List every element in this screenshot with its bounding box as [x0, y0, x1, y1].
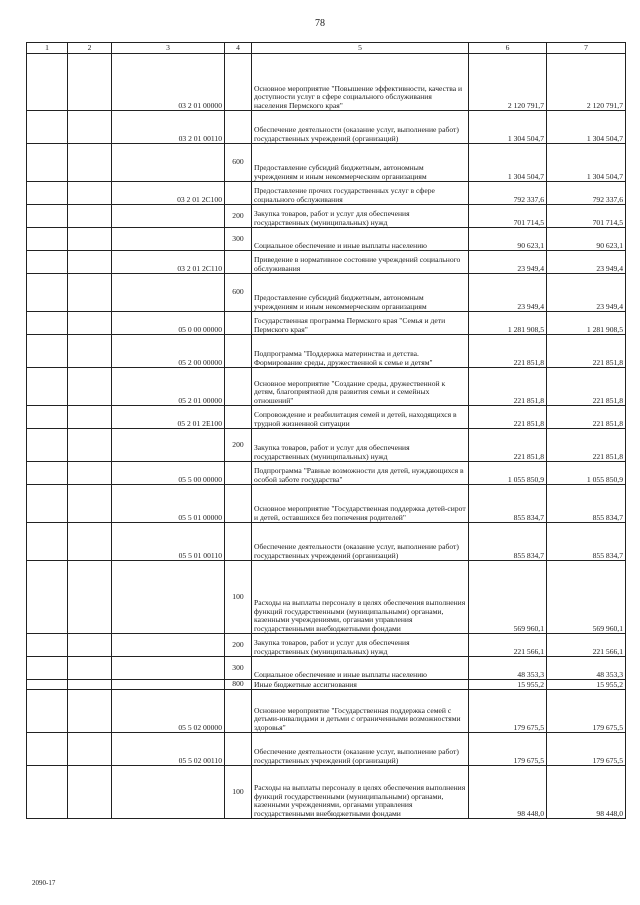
amount-2018-cell: 2 120 791,7	[547, 54, 626, 111]
column-header: 7	[547, 43, 626, 54]
expense-type-cell	[225, 485, 252, 523]
empty-cell	[27, 406, 68, 429]
amount-2018-cell: 48 353,3	[547, 657, 626, 680]
table-row	[27, 335, 626, 368]
name-cell: Закупка товаров, работ и услуг для обеспечения государственных (муниципальных) нужд	[252, 205, 469, 228]
table-row	[27, 111, 626, 144]
empty-cell	[27, 561, 68, 634]
amount-2018-cell: 23 949,4	[547, 251, 626, 274]
expense-type-cell	[225, 462, 252, 485]
empty-cell	[68, 634, 112, 657]
code-cell	[112, 657, 225, 680]
expense-type-cell: 300	[225, 228, 252, 251]
amount-2017-cell: 1 281 908,5	[469, 312, 547, 335]
expense-type-cell: 100	[225, 561, 252, 634]
empty-cell	[27, 251, 68, 274]
amount-2018-cell: 855 834,7	[547, 485, 626, 523]
amount-2017-cell: 48 353,3	[469, 657, 547, 680]
table-row	[27, 54, 626, 111]
table-row	[27, 274, 626, 312]
code-cell	[112, 680, 225, 690]
amount-2017-cell: 1 304 504,7	[469, 111, 547, 144]
table-row	[27, 657, 626, 680]
empty-cell	[68, 111, 112, 144]
empty-cell	[27, 690, 68, 733]
code-cell: 05 0 00 00000	[112, 312, 225, 335]
table-body	[27, 43, 626, 819]
table-row	[27, 368, 626, 406]
name-cell: Обеспечение деятельности (оказание услуг, выполнение работ) государственных учреждений (организаций)	[252, 111, 469, 144]
empty-cell	[27, 182, 68, 205]
amount-2018-cell: 90 623,1	[547, 228, 626, 251]
empty-cell	[68, 523, 112, 561]
empty-cell	[68, 274, 112, 312]
empty-cell	[27, 54, 68, 111]
code-cell	[112, 766, 225, 819]
expense-type-cell	[225, 523, 252, 561]
empty-cell	[27, 766, 68, 819]
amount-2018-cell: 1 304 504,7	[547, 111, 626, 144]
expense-type-cell	[225, 690, 252, 733]
empty-cell	[27, 144, 68, 182]
code-cell: 03 2 01 2С110	[112, 251, 225, 274]
amount-2018-cell: 221 851,8	[547, 368, 626, 406]
table-row	[27, 766, 626, 819]
empty-cell	[68, 429, 112, 462]
code-cell: 03 2 01 00110	[112, 111, 225, 144]
empty-cell	[68, 205, 112, 228]
table-row	[27, 251, 626, 274]
table-row	[27, 462, 626, 485]
amount-2018-cell: 179 675,5	[547, 690, 626, 733]
code-cell: 05 5 02 00000	[112, 690, 225, 733]
name-cell: Приведение в нормативное состояние учреждений социального обслуживания	[252, 251, 469, 274]
amount-2017-cell: 792 337,6	[469, 182, 547, 205]
amount-2017-cell: 2 120 791,7	[469, 54, 547, 111]
amount-2018-cell: 221 851,8	[547, 406, 626, 429]
amount-2017-cell: 855 834,7	[469, 523, 547, 561]
code-cell	[112, 561, 225, 634]
amount-2018-cell: 23 949,4	[547, 274, 626, 312]
table-row	[27, 680, 626, 690]
code-cell: 05 2 01 00000	[112, 368, 225, 406]
empty-cell	[27, 312, 68, 335]
name-cell: Расходы на выплаты персоналу в целях обеспечения выполнения функций государственными (муниципальными) органами, казенными учреждениями, органами управления государственными внебюджетными фондами	[252, 766, 469, 819]
expense-type-cell: 800	[225, 680, 252, 690]
amount-2018-cell: 1 304 504,7	[547, 144, 626, 182]
code-cell	[112, 274, 225, 312]
empty-cell	[68, 462, 112, 485]
amount-2017-cell: 23 949,4	[469, 251, 547, 274]
code-cell: 05 2 00 00000	[112, 335, 225, 368]
table-row	[27, 733, 626, 766]
empty-cell	[68, 680, 112, 690]
empty-cell	[27, 733, 68, 766]
name-cell: Предоставление прочих государственных услуг в сфере социального обслуживания	[252, 182, 469, 205]
name-cell: Основное мероприятие "Создание среды, дружественной к детям, благоприятной для развития семьи и семейных отношений"	[252, 368, 469, 406]
empty-cell	[27, 368, 68, 406]
amount-2018-cell: 1 055 850,9	[547, 462, 626, 485]
name-cell: Государственная программа Пермского края "Семья и дети Пермского края"	[252, 312, 469, 335]
column-header: 2	[68, 43, 112, 54]
name-cell: Основное мероприятие "Государственная поддержка семей с детьми-инвалидами и детьми с ограниченными возможностями здоровья"	[252, 690, 469, 733]
expense-type-cell: 600	[225, 144, 252, 182]
table-row	[27, 429, 626, 462]
name-cell: Сопровождение и реабилитация семей и детей, находящихся в трудной жизненной ситуации	[252, 406, 469, 429]
amount-2017-cell: 98 448,0	[469, 766, 547, 819]
amount-2018-cell: 179 675,5	[547, 733, 626, 766]
code-cell	[112, 634, 225, 657]
empty-cell	[68, 54, 112, 111]
amount-2017-cell: 569 960,1	[469, 561, 547, 634]
empty-cell	[68, 406, 112, 429]
amount-2017-cell: 1 304 504,7	[469, 144, 547, 182]
amount-2018-cell: 792 337,6	[547, 182, 626, 205]
amount-2018-cell: 569 960,1	[547, 561, 626, 634]
expense-type-cell	[225, 733, 252, 766]
code-cell: 03 2 01 2С100	[112, 182, 225, 205]
amount-2017-cell: 221 851,8	[469, 406, 547, 429]
expense-type-cell: 300	[225, 657, 252, 680]
code-cell	[112, 429, 225, 462]
name-cell: Предоставление субсидий бюджетным, автономным учреждениям и иным некоммерческим организациям	[252, 274, 469, 312]
name-cell: Основное мероприятие "Повышение эффективности, качества и доступности услуг в сфере социального обслуживания населения Пермского края"	[252, 54, 469, 111]
name-cell: Обеспечение деятельности (оказание услуг, выполнение работ) государственных учреждений (организаций)	[252, 523, 469, 561]
code-cell: 05 5 00 00000	[112, 462, 225, 485]
amount-2017-cell: 221 851,8	[469, 429, 547, 462]
empty-cell	[27, 429, 68, 462]
name-cell: Основное мероприятие "Государственная поддержка детей-сирот и детей, оставшихся без попечения родителей"	[252, 485, 469, 523]
empty-cell	[68, 561, 112, 634]
table-row	[27, 634, 626, 657]
code-cell: 03 2 01 00000	[112, 54, 225, 111]
empty-cell	[68, 251, 112, 274]
empty-cell	[27, 111, 68, 144]
empty-cell	[68, 335, 112, 368]
empty-cell	[68, 485, 112, 523]
expense-type-cell: 200	[225, 634, 252, 657]
empty-cell	[27, 274, 68, 312]
amount-2017-cell: 23 949,4	[469, 274, 547, 312]
expense-type-cell	[225, 54, 252, 111]
budget-table	[26, 42, 626, 819]
expense-type-cell	[225, 111, 252, 144]
amount-2018-cell: 98 448,0	[547, 766, 626, 819]
expense-type-cell	[225, 368, 252, 406]
amount-2018-cell: 1 281 908,5	[547, 312, 626, 335]
empty-cell	[68, 368, 112, 406]
expense-type-cell: 200	[225, 205, 252, 228]
code-cell	[112, 205, 225, 228]
amount-2017-cell: 701 714,5	[469, 205, 547, 228]
empty-cell	[27, 485, 68, 523]
name-cell: Закупка товаров, работ и услуг для обеспечения государственных (муниципальных) нужд	[252, 429, 469, 462]
column-header: 3	[112, 43, 225, 54]
table-row	[27, 406, 626, 429]
amount-2018-cell: 221 851,8	[547, 335, 626, 368]
amount-2018-cell: 221 566,1	[547, 634, 626, 657]
column-header: 6	[469, 43, 547, 54]
empty-cell	[68, 312, 112, 335]
amount-2017-cell: 90 623,1	[469, 228, 547, 251]
column-header: 5	[252, 43, 469, 54]
empty-cell	[68, 144, 112, 182]
name-cell: Подпрограмма "Равные возможности для детей, нуждающихся в особой заботе государства"	[252, 462, 469, 485]
amount-2018-cell: 855 834,7	[547, 523, 626, 561]
amount-2017-cell: 179 675,5	[469, 690, 547, 733]
expense-type-cell	[225, 335, 252, 368]
empty-cell	[68, 733, 112, 766]
page-number: 78	[315, 18, 325, 29]
code-cell	[112, 144, 225, 182]
table-row	[27, 205, 626, 228]
amount-2018-cell: 15 955,2	[547, 680, 626, 690]
amount-2017-cell: 221 566,1	[469, 634, 547, 657]
table-row	[27, 182, 626, 205]
name-cell: Подпрограмма "Поддержка материнства и детства. Формирование среды, дружественной к семье и детям"	[252, 335, 469, 368]
column-header: 4	[225, 43, 252, 54]
amount-2018-cell: 221 851,8	[547, 429, 626, 462]
column-header: 1	[27, 43, 68, 54]
empty-cell	[27, 335, 68, 368]
empty-cell	[27, 205, 68, 228]
name-cell: Социальное обеспечение и иные выплаты населению	[252, 228, 469, 251]
name-cell: Расходы на выплаты персоналу в целях обеспечения выполнения функций государственными (муниципальными) органами, казенными учреждениями, органами управления государственными внебюджетными фондами	[252, 561, 469, 634]
expense-type-cell	[225, 406, 252, 429]
code-cell: 05 5 02 00110	[112, 733, 225, 766]
empty-cell	[68, 766, 112, 819]
expense-type-cell	[225, 182, 252, 205]
expense-type-cell: 200	[225, 429, 252, 462]
expense-type-cell	[225, 251, 252, 274]
empty-cell	[68, 690, 112, 733]
expense-type-cell: 100	[225, 766, 252, 819]
empty-cell	[27, 634, 68, 657]
empty-cell	[27, 680, 68, 690]
code-cell: 05 5 01 00000	[112, 485, 225, 523]
table-row	[27, 228, 626, 251]
table-row	[27, 144, 626, 182]
table-row	[27, 523, 626, 561]
amount-2017-cell: 15 955,2	[469, 680, 547, 690]
table-row	[27, 312, 626, 335]
empty-cell	[27, 228, 68, 251]
empty-cell	[68, 228, 112, 251]
name-cell: Обеспечение деятельности (оказание услуг, выполнение работ) государственных учреждений (организаций)	[252, 733, 469, 766]
name-cell: Закупка товаров, работ и услуг для обеспечения государственных (муниципальных) нужд	[252, 634, 469, 657]
name-cell: Иные бюджетные ассигнования	[252, 680, 469, 690]
name-cell: Предоставление субсидий бюджетным, автономным учреждениям и иным некоммерческим организациям	[252, 144, 469, 182]
name-cell: Социальное обеспечение и иные выплаты населению	[252, 657, 469, 680]
table-row	[27, 485, 626, 523]
document-code: 2090-17	[32, 879, 56, 887]
empty-cell	[27, 462, 68, 485]
code-cell: 05 2 01 2Е100	[112, 406, 225, 429]
empty-cell	[27, 657, 68, 680]
amount-2017-cell: 855 834,7	[469, 485, 547, 523]
empty-cell	[68, 657, 112, 680]
amount-2017-cell: 221 851,8	[469, 368, 547, 406]
amount-2017-cell: 179 675,5	[469, 733, 547, 766]
empty-cell	[27, 523, 68, 561]
table-row	[27, 690, 626, 733]
amount-2017-cell: 1 055 850,9	[469, 462, 547, 485]
table-row	[27, 561, 626, 634]
code-cell	[112, 228, 225, 251]
table-header-row	[27, 43, 626, 54]
amount-2018-cell: 701 714,5	[547, 205, 626, 228]
amount-2017-cell: 221 851,8	[469, 335, 547, 368]
expense-type-cell	[225, 312, 252, 335]
empty-cell	[68, 182, 112, 205]
expense-type-cell: 600	[225, 274, 252, 312]
code-cell: 05 5 01 00110	[112, 523, 225, 561]
